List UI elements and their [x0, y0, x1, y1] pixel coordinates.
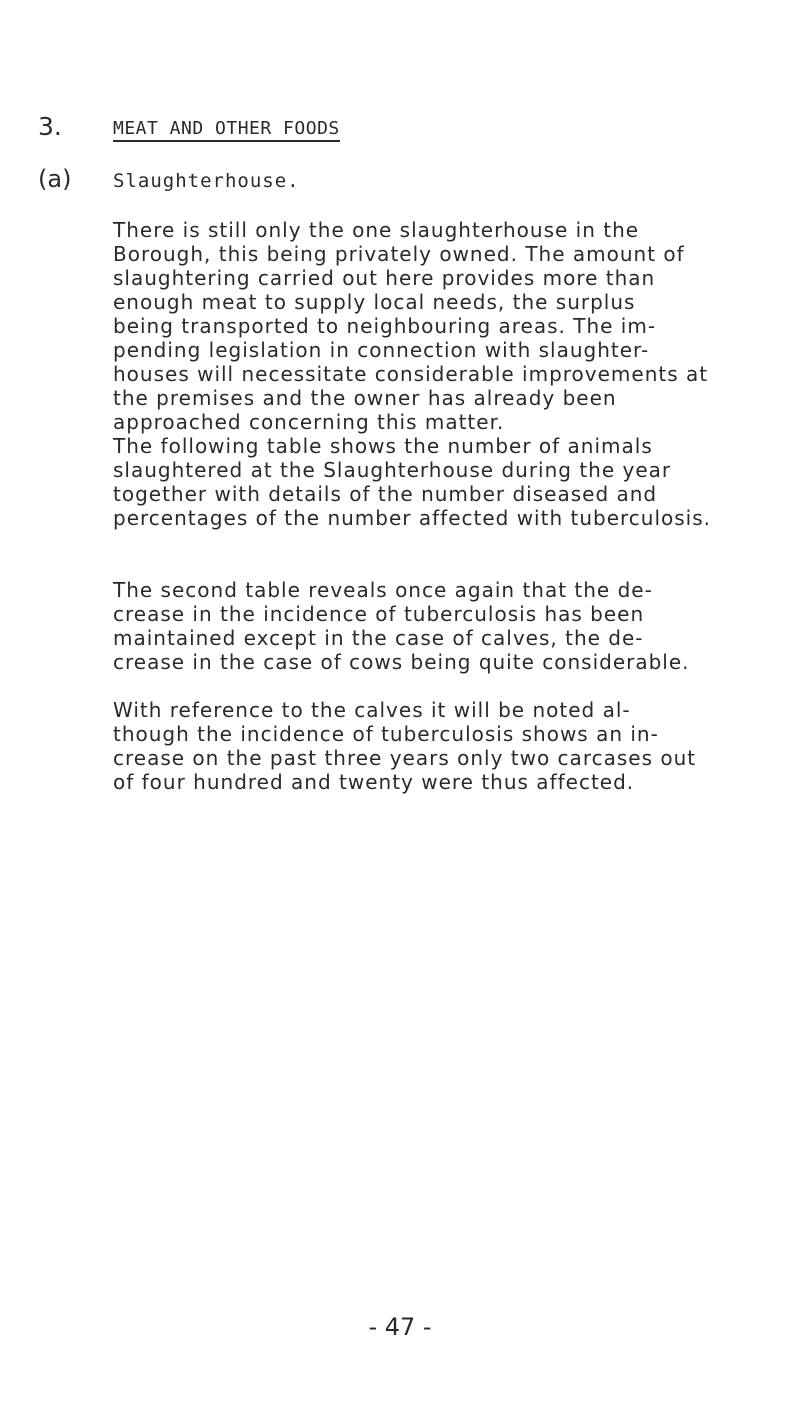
subsection-title: Slaughterhouse.: [113, 170, 300, 192]
text-line: together with details of the number diseased and: [113, 482, 658, 506]
subsection-number: (a): [38, 165, 72, 193]
text-line: enough meat to supply local needs, the surplus: [113, 290, 636, 314]
text-line: There is still only the one slaughterhouse in the: [113, 218, 640, 242]
text-line: pending legislation in connection with slaughter-: [113, 338, 650, 362]
text-line: of four hundred and twenty were thus affected.: [113, 770, 635, 794]
text-line: houses will necessitate considerable improvements at: [113, 362, 709, 386]
paragraph-second-table: [113, 578, 793, 674]
paragraph-calves: [113, 698, 793, 794]
text-line: approached concerning this matter.: [113, 410, 505, 434]
section-number: 3.: [38, 112, 62, 141]
text-line: percentages of the number affected with tuberculosis.: [113, 506, 712, 530]
page-number: - 47 -: [368, 1313, 432, 1341]
text-line: crease in the case of cows being quite considerable.: [113, 650, 690, 674]
text-line: crease on the past three years only two carcases out: [113, 746, 697, 770]
section-title: MEAT AND OTHER FOODS: [113, 118, 340, 142]
paragraph-slaughterhouse-overview: [113, 218, 793, 434]
text-line: The second table reveals once again that the de-: [113, 578, 653, 602]
text-line: slaughtered at the Slaughterhouse during the year: [113, 458, 672, 482]
text-line: though the incidence of tuberculosis shows an in-: [113, 722, 659, 746]
text-line: the premises and the owner has already been: [113, 386, 617, 410]
text-line: being transported to neighbouring areas. The im-: [113, 314, 657, 338]
paragraph-table-intro: [113, 434, 793, 530]
text-line: slaughtering carried out here provides more than: [113, 266, 656, 290]
text-line: maintained except in the case of calves, the de-: [113, 626, 644, 650]
text-line: Borough, this being privately owned. The amount of: [113, 242, 685, 266]
text-line: crease in the incidence of tuberculosis has been: [113, 602, 645, 626]
text-line: The following table shows the number of animals: [113, 434, 653, 458]
text-line: With reference to the calves it will be noted al-: [113, 698, 631, 722]
